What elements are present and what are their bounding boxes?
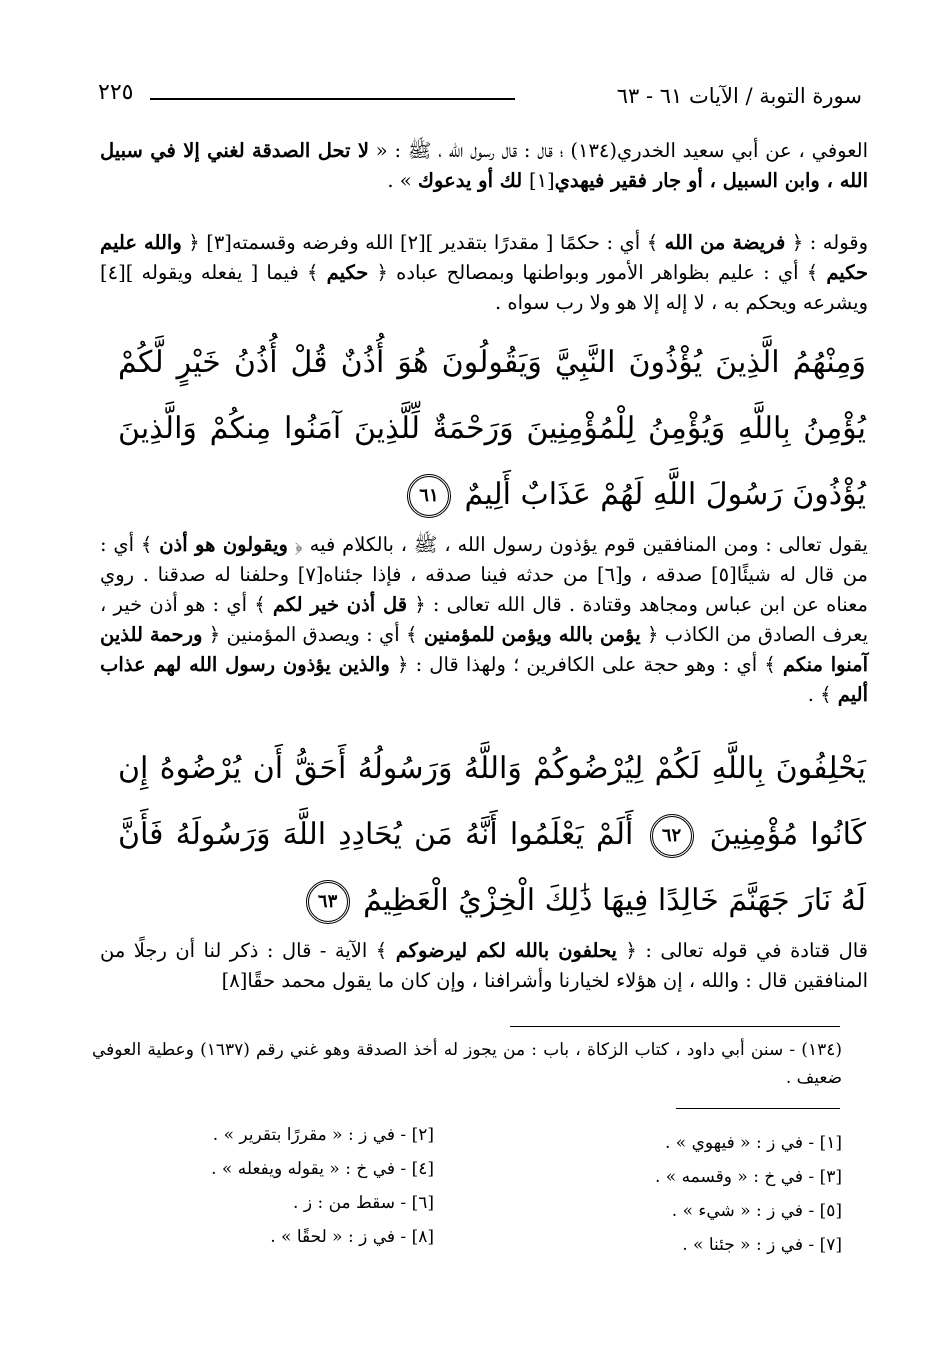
text-run: [٨]	[221, 969, 248, 992]
text-run: [١]	[528, 169, 555, 192]
text-run: ﴾ .	[807, 683, 838, 706]
text-run: [٦]	[596, 563, 623, 586]
text-run: العوفي ، عن أبي سعيد الخدري	[617, 139, 868, 162]
variant-note: [٧] - في ز : « جئنا » .	[682, 1235, 842, 1255]
bold-text-run: لك أو يدعوك	[417, 169, 529, 192]
text-run: ﴾ أي : حكمًا [ مقدرًا بتقدير ]	[425, 231, 665, 254]
bold-text-run: فريضة من الله	[664, 231, 786, 254]
text-run: ﴾ فيما [ يفعله ويقوله ]	[125, 261, 327, 284]
ayah-number-63: ٦٣	[306, 880, 350, 924]
text-run: [٥]	[711, 563, 737, 586]
bold-text-run: يحلفون بالله لكم ليرضوكم	[395, 939, 617, 962]
text-run: الله وفرضه وقسمته	[231, 231, 400, 254]
header-rule	[150, 98, 515, 100]
text-run: ﴾ أي : من قال له شيئًا	[100, 533, 868, 586]
footnote-rule	[510, 1026, 840, 1027]
variant-note: [٨] - في ز : « لحقًا » .	[270, 1227, 434, 1247]
text-run: وقوله : ﴿	[785, 231, 869, 254]
bold-text-run: لا تحل الصدقة لغني إلا في سبيل الله ، وابن السبيل ، أو جار فقير فيهدي	[100, 139, 868, 192]
text-run: [٣]	[206, 231, 232, 254]
text-run: ﴾ أي : هو أذن خير ، يعرف الصادق من الكاذب ﴿	[100, 593, 868, 646]
text-run: ويشرعه ويحكم به ، لا إله إلا هو ولا رب سواه .	[494, 291, 868, 314]
footnote-134: (١٣٤) - سنن أبي داود ، كتاب الزكاة ، باب : من يجوز له أخذ الصدقة وهو غني رقم (١٦٣٧) وعطية العوفي ضعيف .	[92, 1040, 842, 1088]
text-run: ﴾ أي : وهو حجة على الكافرين ؛ ولهذا قال : ﴿	[389, 653, 783, 676]
text-run: ؛ قال : قال رسول الله ، ﷺ : «	[369, 139, 571, 162]
text-run: ﴾ أي : عليم بظواهر الأمور وبواطنها وبمصالح عباده ﴿	[368, 261, 827, 284]
surah-title: سورة التوبة / الآيات ٦١ - ٦٣	[616, 84, 862, 108]
paragraph-tafsir-60	[100, 228, 868, 318]
ayah-number-62: ٦٢	[650, 814, 694, 858]
variant-note: [٦] - سقط من : ز .	[293, 1193, 434, 1213]
verse-62-text: يَحْلِفُونَ بِاللَّهِ لَكُمْ لِيُرْضُوكُمْ وَاللَّهُ وَرَسُولُهُ أَحَقُّ أَن يُرْضُوهُ إِن كَانُوا مُؤْمِنِينَ	[118, 751, 866, 852]
bold-text-run: قل أذن خير لكم	[272, 593, 408, 616]
quran-verse-61	[118, 330, 866, 528]
variant-note: [٤] - في خ : « يقوله ويفعله » .	[211, 1159, 434, 1179]
text-run: (١٣٤)	[570, 139, 617, 162]
text-run: ﴿	[181, 231, 207, 254]
text-run: ﴾ الآية - قال : ذكر لنا أن رجلًا من المنافقين قال : والله ، إن هؤلاء لخيارنا وأشرافنا ، وإن كان ما يقول محمد حقًا	[100, 939, 868, 992]
text-run: وحلفنا له صدقنا . روي معناه عن ابن عباس ومجاهد وقتادة . قال الله تعالى : ﴿	[100, 563, 869, 616]
text-run: يقول تعالى : ومن المنافقين قوم يؤذون رسول الله ، ﷺ ، بالكلام فيه ﴿	[287, 533, 868, 556]
text-run: ﴾ أي : ويصدق المؤمنين ﴿	[202, 623, 424, 646]
variant-note: [٥] - في ز : « شيء » .	[671, 1201, 842, 1221]
text-run: [٢]	[399, 231, 426, 254]
text-run: قال قتادة في قوله تعالى : ﴿	[616, 939, 869, 962]
bold-text-run: حكيم	[326, 261, 369, 284]
ayah-number-61: ٦١	[407, 474, 451, 518]
bold-text-run: يؤمن بالله ويؤمن للمؤمنين	[423, 623, 641, 646]
bold-text-run: ورحمة للذين آمنوا منكم	[100, 623, 868, 676]
variant-note: [٢] - في ز : « مقررًا بتقرير » .	[212, 1125, 434, 1145]
variant-notes-left	[211, 1118, 434, 1254]
notes-rule	[676, 1108, 840, 1109]
text-run: [٧]	[297, 563, 324, 586]
verse-61-text: وَمِنْهُمُ الَّذِينَ يُؤْذُونَ النَّبِيَّ وَيَقُولُونَ هُوَ أُذُنٌ قُلْ أُذُنُ خَيْرٍ لَّكُمْ يُؤْمِنُ بِاللَّهِ وَيُؤْمِنُ لِلْمُؤْمِنِينَ وَرَحْمَةٌ لِّلَّذِينَ آمَنُوا مِنكُمْ وَالَّذِينَ يُؤْذُونَ رَسُولَ اللَّهِ لَهُمْ عَذَابٌ أَلِيمٌ	[118, 345, 866, 512]
text-run: [٤]	[100, 261, 126, 284]
paragraph-tafsir-62	[100, 936, 868, 996]
variant-note: [١] - في ز : « فيهوي » .	[664, 1133, 842, 1153]
bold-text-run: والذين يؤذون رسول الله لهم عذاب أليم	[100, 653, 868, 706]
text-run: من حدثه فينا صدقه ، فإذا جئناه	[323, 563, 597, 586]
paragraph-tafsir-61	[100, 530, 868, 710]
paragraph-hadith	[100, 136, 868, 196]
quran-verses-62-63	[118, 736, 866, 934]
verse-63-text: أَلَمْ يَعْلَمُوا أَنَّهُ مَن يُحَادِدِ اللَّهَ وَرَسُولَهُ فَأَنَّ لَهُ نَارَ جَهَنَّمَ خَالِدًا فِيهَا ذَٰلِكَ الْخِزْيُ الْعَظِيمُ	[118, 817, 866, 918]
page-number: ٢٢٥	[98, 80, 134, 105]
variant-notes-right	[655, 1126, 842, 1262]
bold-text-run: ويقولون هو أذن	[159, 533, 288, 556]
text-run: » .	[387, 169, 418, 192]
bold-text-run: والله عليم حكيم	[100, 231, 869, 284]
text-run: صدقه ، و	[622, 563, 712, 586]
variant-note: [٣] - في خ : « وقسمه » .	[654, 1167, 842, 1187]
